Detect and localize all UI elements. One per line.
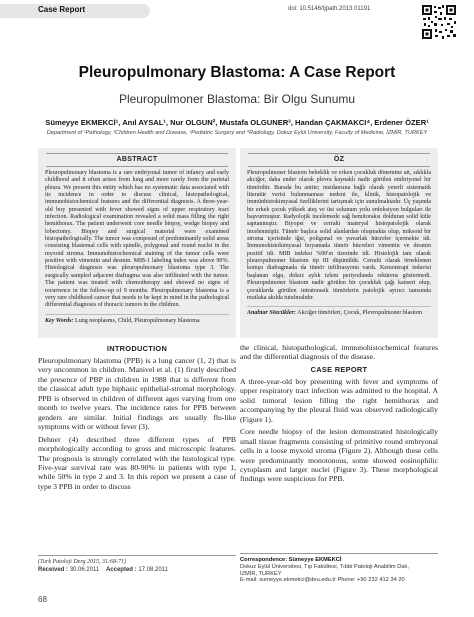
right-column <box>240 343 438 487</box>
correspondence <box>240 553 438 584</box>
author-list: Sümeyye EKMEKCİ¹, Anıl AYSAL¹, Nur OLGUN², Mustafa OLGUNER³, Handan ÇAKMAKCI⁴, Erdener ÖZER¹ <box>45 118 429 127</box>
intro-paragraph-1: Pleuropulmonary blastoma (PPB) is a lung cancer (1, 2) that is very uncommon in children. Manivel et al. (1) firstly described the presence of PBP in children in 1988 that is different from the classical adult type biphasic epithelial-stromal morphology. PPB is observed in children of different ages varying from one month to twelve years. The incidence rates for PPB between genders are similar. Initial findings are usually flu-like symptoms with or without fever (3). <box>38 356 236 432</box>
introduction-heading: INTRODUCTION <box>106 344 168 353</box>
article-title: Pleuropulmonary Blastoma: A Case Report <box>78 64 396 81</box>
oz-text: Pleuropulmoner blastom bebeklik ve erken çocukluk dönemine ait, sıklıkla akciğer, daha ender olarak plevra kaynaklı nadir görülen embriyonel bir tümördür. Burada bu antite; insidansına bağlı olarak yeterli sistematik literatür verisi bulunmaması nedeni ile, klinik, histopatolojik ve immünhistokimyasal özelliklerini tartışmak için sunulmaktadır. Üç yaşında bir erkek çocuk yüksek ateş ve üst solunum yolu enfeksiyon bulguları ile başvurmuştur. Radyolojik incelemede sağ hemitoraksı dolduran solid kitle saptanmıştır. Biyopsi ve cerrahi materyal histopatolojik olarak incelenmiştir. Tümör başlıca solid alanlardan oluşmakta olup, miksoid bir stroma içerisinde iğsi, poligonal ve yuvarlak hücreler içermekte idi. İmmunohistokimyasal boyamada tümör hücreleri vimentin ve desmin pozitif idi. MIB indeksi %90'ın üzerinde idi. Histolojik tanı olarak pleuropulmoner blastom tip III düşünüldü. Cerrahi olarak örneklenen komşu diafragmada da tümör infiltrasyonu vardı. Kemoterapi tedavisi başlanan olgu, dokuz aylık izlem periyodunda rekürens göstermedi. Pleuropulmoner blastom nadir görülen bir çocukluk çağı kanseri olup, çocuklarda görülen intratorasik tümörlerin patolojik ayırıcı tanısında mutlaka akılda tutulmalıdır. <box>247 170 431 301</box>
oz-keywords <box>247 306 431 317</box>
abstract-box <box>38 148 236 338</box>
page-number: 68 <box>38 595 47 604</box>
article-subtitle: Pleuropulmoner Blastoma: Bir Olgu Sunumu <box>118 92 356 106</box>
qr-code-icon <box>421 4 457 40</box>
correspondence-title: Correspondence: Sümeyye EKMEKCİ <box>240 557 342 563</box>
correspondence-contact[interactable]: E-mail: sumeyye.ekmekci@deu.edu.tr Phone: +90 232 412 34 20 <box>240 577 405 584</box>
case-paragraph-2: Core needle biopsy of the lesion demonstrated histologically small tissue fragments consisting of primitive round embryonal cells in a loose myxoid stroma (Figure 2). Although these cells were predominantly monotonous, some showed eosinophilic cytoplasm and larger nuclei (Figure 3). These morphological findings were suspicious for PPB. <box>240 427 438 484</box>
case-paragraph-1: A three-year-old boy presenting with fever and symptoms of upper respiratory tract infection was admitted to the hospital. A solid tumoral lesion filling the right hemithorax and accompanying by the pleural fluid was observed radiologically (Figure 1). <box>240 376 438 424</box>
doi-link[interactable]: doi: 10.5146/tjpath.2013.01191 <box>288 6 371 12</box>
section-label: Case Report <box>38 5 86 14</box>
oz-heading: ÖZ <box>248 153 430 167</box>
correspondence-address-1: Dokuz Eylül Üniversitesi, Tıp Fakültesi, Tıbbi Patoloji Anabilim Dalı, <box>240 563 409 570</box>
left-column <box>38 342 236 494</box>
keywords-label: Key Words: <box>45 317 74 324</box>
journal-citation: (Turk Patoloji Derg 2015, 31:68-71) <box>38 555 236 565</box>
accepted-date: 17.08.2011 <box>138 567 168 573</box>
case-report-heading: CASE REPORT <box>310 364 368 374</box>
received-label: Received : <box>38 567 69 573</box>
abstract-heading: ABSTRACT <box>46 153 228 167</box>
running-header <box>0 0 474 22</box>
intro-continued: the clinical, histopathological, immunohistochemical features and the differential diagnosis of the disease. <box>240 343 438 362</box>
anahtar-value: Akciğer tümörleri, Çocuk, Plevropulmoner blastom <box>297 310 423 317</box>
received-accepted <box>38 567 168 573</box>
abstract-keywords <box>45 314 229 325</box>
intro-paragraph-2: Dehner (4) described three different types of PPB morphologically according to gross and microscopic features. The prognosis is strongly correlated with the histological type. Five-year survival rate was 80-90% in patients with type 1, while 50% in type 2 and 3. In this report we present a case of type 3 PPB in order to discuss <box>38 434 236 491</box>
oz-box <box>240 148 438 338</box>
received-date: 30.06.2011 <box>69 567 100 573</box>
accepted-label: Accepted : <box>105 567 137 573</box>
keywords-value: Lung neoplasms, Child, Pleuropulmonary blastoma <box>75 317 200 324</box>
affiliations: Department of ¹Pathology, ²Children Health and Disease, ³Pediatric Surgery and ⁴Radiology, Dokuz Eylül University, Faculty of Medicine, İZMİR, TURKEY <box>46 130 428 136</box>
abstract-text: Pleuropulmonary blastoma is a rare embryonal tumor of infancy and early childhood and it often arises from lung and more rarely from the parietal pleura. We present this entity which has no systematic data associated with its incidence in order to discuss clinical, histopathological, immunohistochemical features and the differential diagnosis. A three-year-old boy presented with fever showed signs of upper respiratory tract infection. Radiological examination revealed a solid mass filling the right hemithorax. The patient underwent core needle biopsy, wedge biopsy and lobectomy. Biopsy and surgical material were examined histopathologically. The tumor was composed of predominantly solid areas consisting blastemal cells with spindle, polygonal and round nuclei in the myxoid stroma. Immunohistochemical staining of the tumor cells were positive with vimentin and desmin. MIB-1 labeling index was above 90%. Histological diagnosis was pleuropulmonary blastoma type 3. The surgically sampled adjacent diafragma was also infiltrated with the tumor. The patient was treated with chemotherapy and showed no signs of recurrence in the follow-up of 9 months. Pleuropulmonary blastoma is a very rare childhood cancer that needs to be kept in mind in the pathological differential diagnosis of thoracic tumors in the children. <box>45 170 229 309</box>
anahtar-label: Anahtar Sözcükler: <box>247 310 296 317</box>
correspondence-address-2: İZMİR, TURKEY <box>240 570 282 577</box>
